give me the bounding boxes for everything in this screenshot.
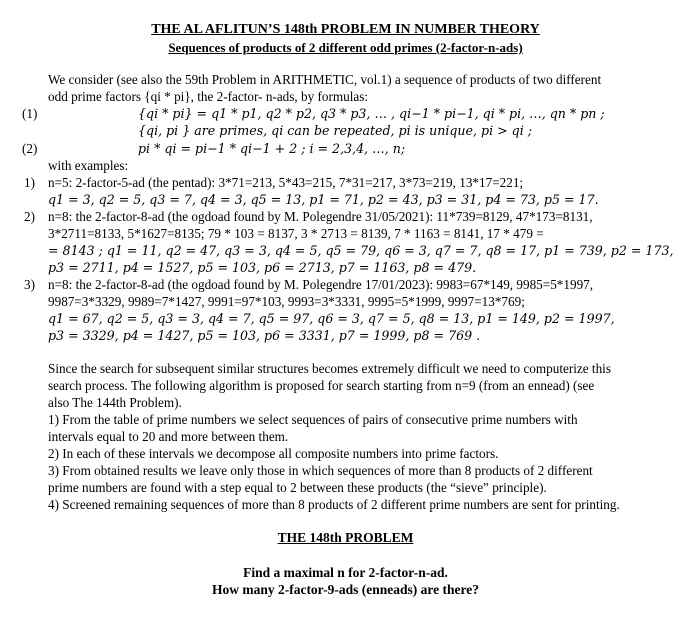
equation-label-2: (2)	[22, 141, 38, 156]
paragraph-line-1: Since the search for subsequent similar structures becomes extremely difficult we need to computerize this	[48, 361, 611, 376]
example-2-line-b: 3*2711=8133, 5*1627=8135; 79 * 103 = 8137, 3 * 2713 = 8139, 7 * 1163 = 8141, 17 * 479 =	[48, 226, 544, 241]
example-3-line-a: n=8: the 2-factor-8-ad (the ogdoad found by M. Polegendre 17/01/2023): 9983=67*149, 9985=5*1997,	[48, 277, 594, 292]
question-2: How many 2-factor-9-ads (enneads) are there?	[211, 582, 480, 597]
example-3-line-b: 9987=3*3329, 9989=7*1427, 9991=97*103, 9993=3*3331, 9995=5*1999, 9997=13*769;	[48, 294, 525, 309]
intro-line-2: odd prime factors {qi * pi}, the 2-factor- n-ads, by formulas:	[48, 89, 369, 104]
step-1-line-b: intervals equal to 20 and more between them.	[48, 429, 289, 444]
paragraph-line-2: search process. The following algorithm is proposed for search starting from n=9 (from an ennead) (see	[48, 378, 595, 393]
example-2-line-a: n=8: the 2-factor-8-ad (the ogdoad found by M. Polegendre 31/05/2021): 11*739=8129, 47*173=8131,	[48, 209, 593, 224]
formula-2: pi * qi = pi−1 * qi−1 + 2 ; i = 2,3,4, …, n;	[138, 141, 406, 156]
step-3-line-b: prime numbers are found with a step equal to 2 between these products (the “sieve” principle).	[48, 480, 547, 495]
paragraph-line-3: also The 144th Problem).	[48, 395, 182, 410]
document-subtitle: Sequences of products of 2 different odd primes (2-factor-n-ads)	[168, 40, 523, 55]
formula-1b: {qi, pi } are primes, qi can be repeated, pi is unique, pi > qi ;	[138, 123, 532, 138]
example-3-line-d: p3 = 3329, p4 = 1427, p5 = 103, p6 = 3331, p7 = 1999, p8 = 769 .	[48, 328, 481, 343]
formula-1a: {qi * pi} = q1 * p1, q2 * p2, q3 * p3, … , qi−1 * pi−1, qi * pi, …, qn * pn ;	[138, 106, 605, 121]
document-title: THE AL AFLITUN’S 148th PROBLEM IN NUMBER THEORY	[151, 22, 540, 37]
example-3-line-c: q1 = 67, q2 = 5, q3 = 3, q4 = 7, q5 = 97, q6 = 3, q7 = 5, q8 = 13, p1 = 149, p2 = 1997,	[48, 311, 615, 326]
example-2-line-d: p3 = 2711, p4 = 1527, p5 = 103, p6 = 2713, p7 = 1163, p8 = 479.	[48, 260, 477, 275]
example-2-line-c: = 8143 ; q1 = 11, q2 = 47, q3 = 3, q4 = 5, q5 = 79, q6 = 3, q7 = 7, q8 = 17, p1 = 739, p2 = 173,	[48, 243, 674, 258]
step-1-line-a: 1) From the table of prime numbers we select sequences of pairs of consecutive prime numbers with	[48, 412, 578, 427]
example-1-line-a: n=5: 2-factor-5-ad (the pentad): 3*71=213, 5*43=215, 7*31=217, 3*73=219, 13*17=221;	[48, 175, 524, 190]
with-examples: with examples:	[48, 158, 129, 173]
step-3-line-a: 3) From obtained results we leave only those in which sequences of more than 8 products of 2 different	[48, 463, 593, 478]
problem-heading: THE 148th PROBLEM	[277, 530, 414, 545]
step-4: 4) Screened remaining sequences of more than 8 products of 2 different prime numbers are sent for printing.	[48, 497, 620, 512]
example-label-2: 2)	[24, 209, 35, 224]
example-1-line-b: q1 = 3, q2 = 5, q3 = 7, q4 = 3, q5 = 13, p1 = 71, p2 = 43, p3 = 31, p4 = 73, p5 = 17.	[48, 192, 599, 207]
example-label-1: 1)	[24, 175, 35, 190]
question-1: Find a maximal n for 2-factor-n-ad.	[243, 565, 448, 580]
equation-label-1: (1)	[22, 106, 38, 121]
step-2: 2) In each of these intervals we decompose all composite numbers into prime factors.	[48, 446, 499, 461]
example-label-3: 3)	[24, 277, 35, 292]
intro-line-1: We consider (see also the 59th Problem in ARITHMETIC, vol.1) a sequence of products of two different	[48, 72, 602, 87]
